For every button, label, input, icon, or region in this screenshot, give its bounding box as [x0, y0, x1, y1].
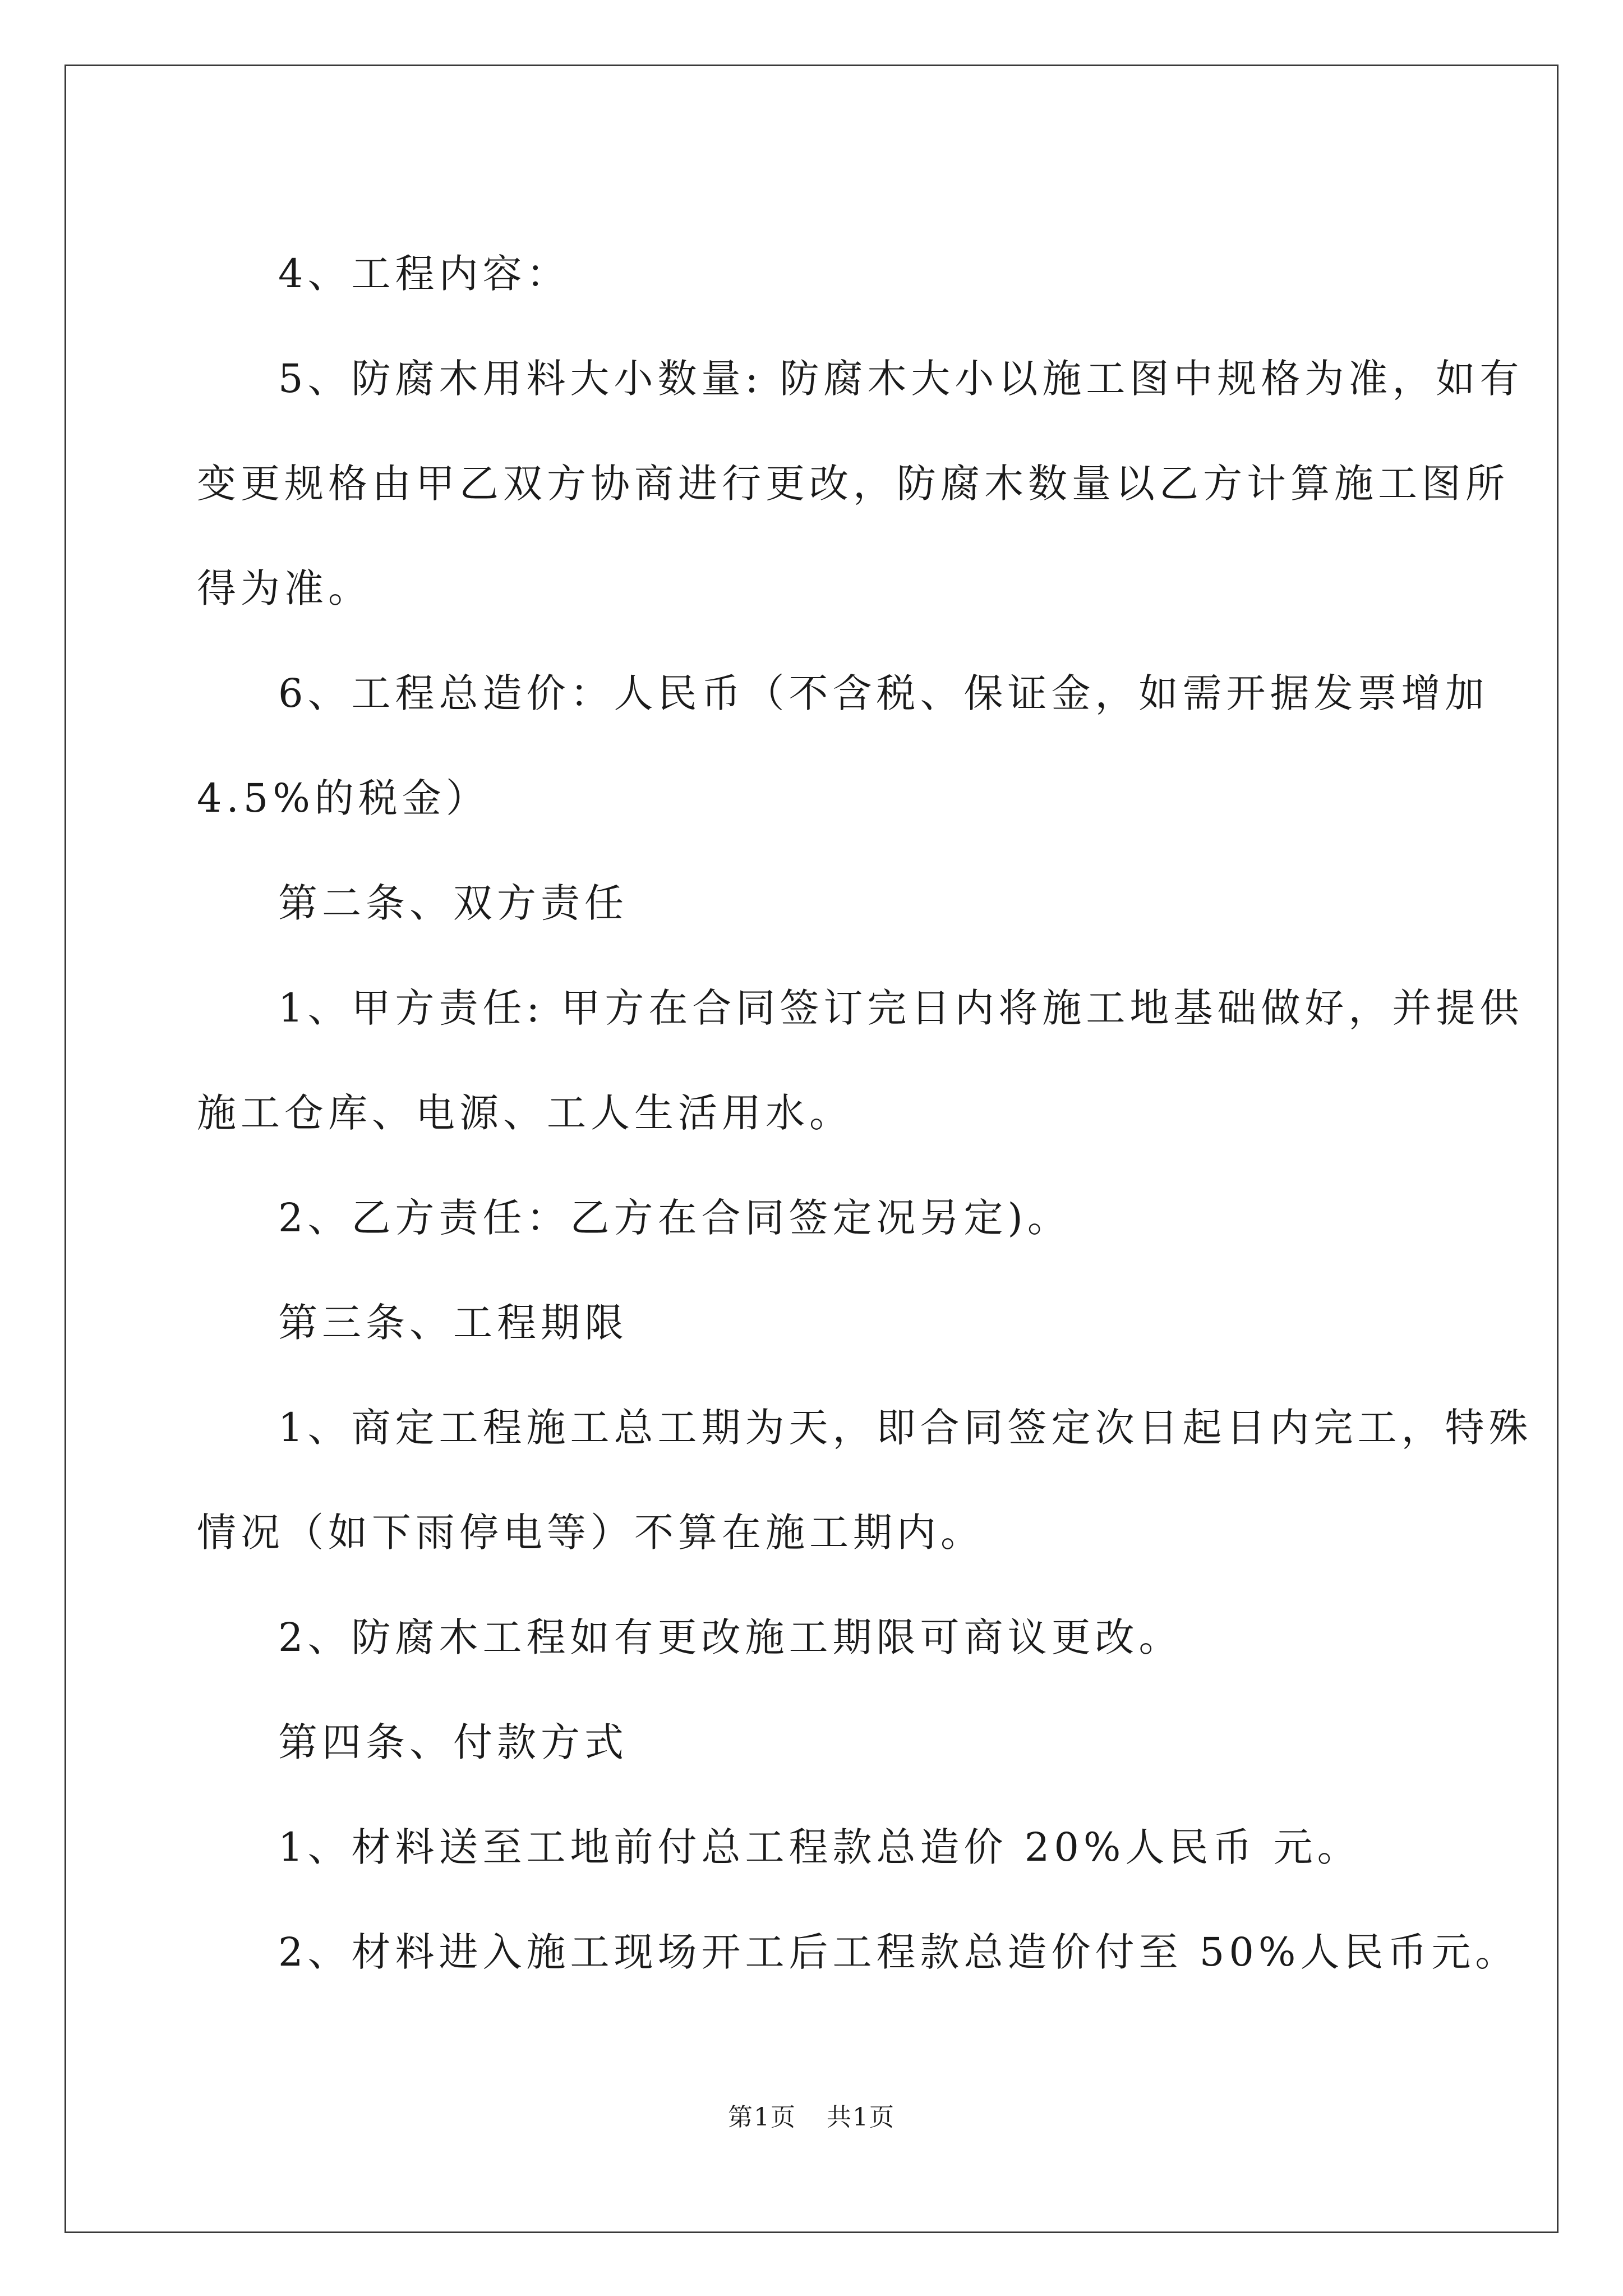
paragraph-line: 2、乙方责任：乙方在合同签定况另定)。: [278, 1195, 1071, 1241]
section-heading: 第三条、工程期限: [278, 1300, 628, 1346]
page-footer: [0, 2101, 1623, 2134]
paragraph-line: 5、防腐木用料大小数量: 防腐木大小以施工图中规格为准，如有: [278, 356, 1524, 402]
paragraph-line: 4.5%的税金）: [197, 775, 490, 821]
section-heading: 第四条、付款方式: [278, 1719, 628, 1765]
paragraph-line: 1、甲方责任: 甲方在合同签订完日内将施工地基础做好，并提供: [278, 985, 1524, 1031]
paragraph-line: 2、材料进入施工现场开工后工程款总造价付至 50%人民币元。: [278, 1929, 1519, 1975]
paragraph-line: 2、防腐木工程如有更改施工期限可商议更改。: [278, 1614, 1183, 1660]
paragraph-line: 1、材料送至工地前付总工程款总造价 20%人民币 元。: [278, 1824, 1361, 1870]
paragraph-line: 情况（如下雨停电等）不算在施工期内。: [197, 1510, 984, 1556]
paragraph-line: 得为准。: [197, 565, 372, 611]
document-body: [197, 222, 1533, 2005]
paragraph-line: 变更规格由甲乙双方协商进行更改，防腐木数量以乙方计算施工图所: [197, 461, 1509, 507]
paragraph-line: 6、工程总造价：人民币（不含税、保证金，如需开据发票增加: [278, 670, 1489, 716]
paragraph-line: 施工仓库、电源、工人生活用水。: [197, 1090, 853, 1136]
page-number-total: 共1页: [827, 2103, 895, 2132]
section-heading: 第二条、双方责任: [278, 880, 628, 926]
page-number-current: 第1页: [728, 2103, 796, 2132]
paragraph-line: 4、工程内容：: [278, 251, 570, 297]
paragraph-line: 1、商定工程施工总工期为天，即合同签定次日起日内完工，特殊: [278, 1405, 1533, 1451]
